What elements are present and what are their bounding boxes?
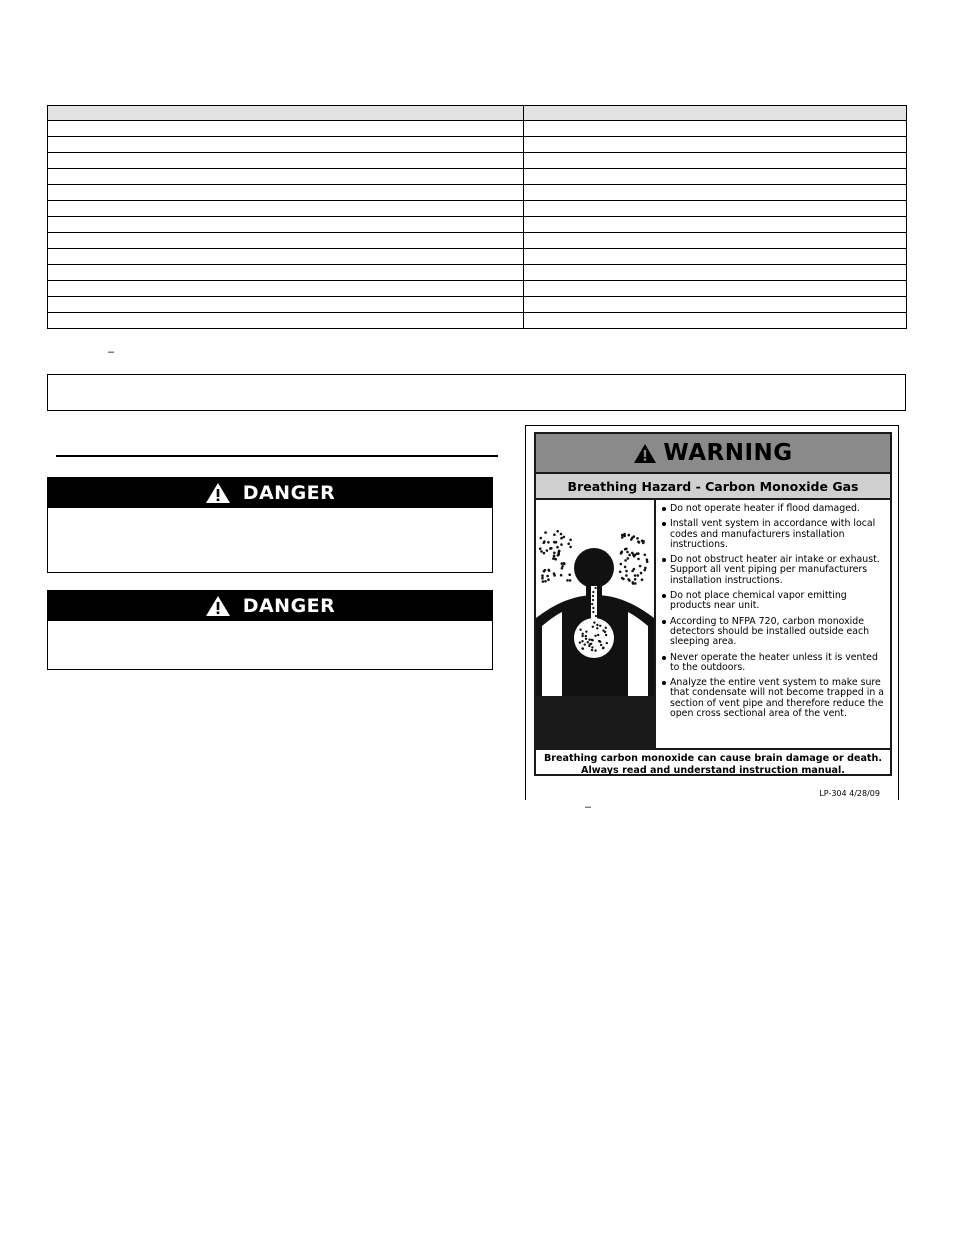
danger-banner — [48, 591, 492, 621]
table-row — [48, 153, 907, 169]
particle-dot — [602, 647, 604, 649]
particle-dot — [553, 533, 556, 536]
danger-label: DANGER — [242, 595, 336, 617]
table-cell — [48, 153, 524, 169]
particle-dot — [541, 577, 544, 580]
figure-caption-mark: – — [585, 801, 592, 813]
particle-dot — [556, 546, 559, 549]
particle-dot — [595, 615, 597, 617]
danger-banner — [48, 478, 492, 508]
table-cell — [524, 185, 907, 201]
table-cell — [48, 169, 524, 185]
particle-dot — [588, 639, 590, 641]
particle-dot — [620, 563, 623, 566]
spec-table — [47, 105, 907, 329]
particle-dot — [620, 552, 623, 555]
warning-label-header — [536, 434, 890, 474]
particle-dot — [624, 566, 627, 569]
particle-dot — [592, 591, 594, 593]
particle-dot — [626, 551, 629, 554]
particle-dot — [566, 579, 569, 582]
table-cell — [524, 153, 907, 169]
particle-dot — [552, 557, 555, 560]
table-cell — [524, 249, 907, 265]
particle-dot — [595, 587, 597, 589]
particle-dot — [539, 547, 542, 550]
particle-dot — [594, 649, 596, 651]
table-row — [48, 106, 907, 121]
particle-dot — [622, 578, 625, 581]
particle-dot — [592, 626, 594, 628]
table-cell — [524, 313, 907, 329]
particle-dot — [628, 534, 631, 537]
particle-dot — [634, 574, 637, 577]
particle-dot — [627, 578, 630, 581]
warning-title: WARNING — [663, 440, 793, 466]
particle-dot — [554, 541, 557, 544]
particle-dot — [544, 531, 547, 534]
particle-dot — [560, 537, 563, 540]
particle-dot — [636, 537, 639, 540]
particle-dot — [646, 558, 649, 561]
particle-dot — [554, 558, 557, 561]
particle-dot — [579, 641, 581, 643]
particle-dot — [540, 550, 543, 553]
warning-list-item: According to NFPA 720, carbon monoxide detectors should be installed outside each sleeping area. — [670, 617, 886, 648]
table-row — [48, 249, 907, 265]
warning-list-item: Do not obstruct heater air intake or exhaust. Support all vent piping per manufacturers installation instructions. — [670, 555, 886, 586]
particle-dot — [640, 572, 643, 575]
danger-box-2 — [47, 590, 493, 670]
particle-dot — [593, 621, 595, 623]
table-cell — [48, 297, 524, 313]
particle-dot — [585, 638, 587, 640]
table-cell — [524, 281, 907, 297]
particle-dot — [619, 571, 622, 574]
particle-dot — [605, 634, 607, 636]
particle-dot — [621, 536, 624, 539]
table-row — [48, 169, 907, 185]
table-cell — [48, 106, 524, 121]
particle-dot — [638, 541, 641, 544]
particle-dot — [553, 552, 556, 555]
particle-dot — [584, 643, 586, 645]
warning-footer-line-2: Always read and understand instruction manual. — [581, 765, 845, 776]
particle-dot — [636, 553, 639, 556]
particle-dot — [631, 552, 634, 555]
particle-dot — [633, 568, 636, 571]
particle-dot — [569, 579, 572, 582]
particle-dot — [553, 574, 556, 577]
particle-dot — [591, 603, 593, 605]
warning-triangle-icon — [205, 482, 231, 504]
table-cell — [524, 265, 907, 281]
particle-dot — [543, 540, 546, 543]
particle-dot — [594, 635, 596, 637]
danger-body — [48, 508, 492, 572]
particle-dot — [579, 629, 581, 631]
particle-dot — [591, 639, 593, 641]
note-box — [47, 374, 906, 411]
table-row — [48, 313, 907, 329]
particle-dot — [624, 559, 627, 562]
table-cell — [48, 121, 524, 137]
particle-dot — [569, 546, 572, 549]
table-cell — [48, 281, 524, 297]
danger-box-1 — [47, 477, 493, 573]
table-cell — [48, 233, 524, 249]
particle-dot — [625, 574, 628, 577]
particle-dot — [549, 547, 552, 550]
warning-subheader: Breathing Hazard - Carbon Monoxide Gas — [536, 474, 890, 500]
warning-list-item: Analyze the entire vent system to make sure that condensate will not become trapped in a section of vent pipe and therefore reduce the open cross sectional area of the vent. — [670, 677, 884, 720]
particle-dot — [547, 578, 550, 581]
table-cell — [48, 201, 524, 217]
particle-dot — [581, 640, 583, 642]
warning-label-image — [525, 425, 899, 800]
warning-footer — [536, 750, 890, 778]
particle-dot — [546, 549, 549, 552]
particle-dot — [642, 542, 645, 545]
table-cell — [48, 185, 524, 201]
particle-dot — [582, 633, 584, 635]
warning-list-item: Never operate the heater unless it is vented to the outdoors. — [670, 653, 886, 674]
particle-dot — [597, 634, 599, 636]
particle-dot — [563, 562, 566, 565]
table-cell — [524, 137, 907, 153]
particle-dot — [582, 648, 584, 650]
table-row — [48, 185, 907, 201]
particle-dot — [568, 573, 571, 576]
danger-label: DANGER — [242, 482, 336, 504]
particle-dot — [637, 558, 640, 561]
particle-dot — [560, 533, 563, 536]
warning-triangle-icon — [205, 595, 231, 617]
particle-dot — [641, 578, 644, 581]
table-cell — [48, 265, 524, 281]
particle-dot — [632, 582, 635, 585]
particle-dot — [560, 574, 563, 577]
particle-dot — [621, 534, 624, 537]
particle-dot — [553, 555, 556, 558]
particle-dot — [644, 567, 647, 570]
table-cell — [524, 217, 907, 233]
particle-dot — [592, 599, 594, 601]
particle-dot — [581, 635, 583, 637]
table-row — [48, 281, 907, 297]
table-cell — [48, 217, 524, 233]
particle-dot — [625, 570, 628, 573]
warning-list-item: Do not operate heater if flood damaged. — [670, 504, 886, 514]
particle-dot — [546, 575, 549, 578]
particle-dot — [541, 574, 544, 577]
table-cell — [524, 201, 907, 217]
danger-body — [48, 621, 492, 669]
label-code: LP-304 4/28/09 — [819, 789, 880, 798]
particle-dot — [567, 543, 570, 546]
particle-dot — [543, 570, 546, 573]
particle-dot — [596, 627, 598, 629]
particle-dot — [585, 635, 587, 637]
table-caption-mark: – — [108, 346, 115, 358]
particle-dot — [543, 552, 546, 555]
particle-dot — [547, 541, 550, 544]
table-row — [48, 265, 907, 281]
table-cell — [524, 233, 907, 249]
particle-dot — [596, 624, 598, 626]
particle-dot — [633, 555, 636, 558]
particle-dot — [588, 645, 590, 647]
particle-dot — [637, 574, 640, 577]
warning-list-item: Install vent system in accordance with local codes and manufacturers installation instructions. — [670, 519, 886, 550]
particle-dot — [605, 627, 607, 629]
table-cell — [524, 297, 907, 313]
table-row — [48, 201, 907, 217]
particle-dot — [598, 640, 600, 642]
table-row — [48, 233, 907, 249]
particle-dot — [592, 607, 594, 609]
particle-dot — [624, 548, 627, 551]
particle-dot — [591, 649, 593, 651]
table-row — [48, 297, 907, 313]
warning-list-item: Do not place chemical vapor emitting products near unit. — [670, 591, 886, 612]
particle-dot — [623, 533, 626, 536]
particle-dot — [556, 530, 559, 533]
table-cell — [524, 106, 907, 121]
warning-list — [656, 500, 890, 748]
table-cell — [48, 137, 524, 153]
particle-dot — [544, 580, 547, 583]
particle-dot — [631, 537, 634, 540]
particle-dot — [639, 565, 642, 568]
particle-dot — [585, 631, 587, 633]
table-cell — [524, 121, 907, 137]
table-cell — [524, 169, 907, 185]
particle-dot — [590, 643, 592, 645]
particle-dot — [600, 644, 602, 646]
particle-dot — [569, 539, 572, 542]
warning-footer-line-1: Breathing carbon monoxide can cause brain damage or death. — [544, 753, 882, 764]
particle-dot — [604, 631, 606, 633]
particle-dot — [599, 625, 601, 627]
particle-dot — [547, 569, 550, 572]
particle-dot — [606, 642, 608, 644]
particle-dot — [591, 646, 593, 648]
table-cell — [48, 313, 524, 329]
table-row — [48, 121, 907, 137]
warning-triangle-icon — [633, 443, 657, 464]
particle-dot — [558, 553, 561, 556]
particle-dot — [634, 578, 637, 581]
section-heading-rule — [56, 455, 498, 457]
particle-dot — [542, 580, 545, 583]
particle-dot — [592, 611, 594, 613]
particle-dot — [592, 595, 594, 597]
table-cell — [48, 249, 524, 265]
particle-dot — [628, 554, 631, 557]
particle-dot — [644, 554, 647, 557]
table-row — [48, 217, 907, 233]
warning-label-frame — [534, 432, 892, 776]
particle-dot — [643, 569, 646, 572]
particle-dot — [587, 641, 589, 643]
particle-dot — [563, 536, 566, 539]
breathing-hazard-pictogram — [536, 500, 656, 748]
table-row — [48, 137, 907, 153]
particle-dot — [627, 557, 630, 560]
particle-dot — [560, 543, 563, 546]
particle-dot — [540, 537, 543, 540]
particle-dot — [561, 565, 564, 568]
